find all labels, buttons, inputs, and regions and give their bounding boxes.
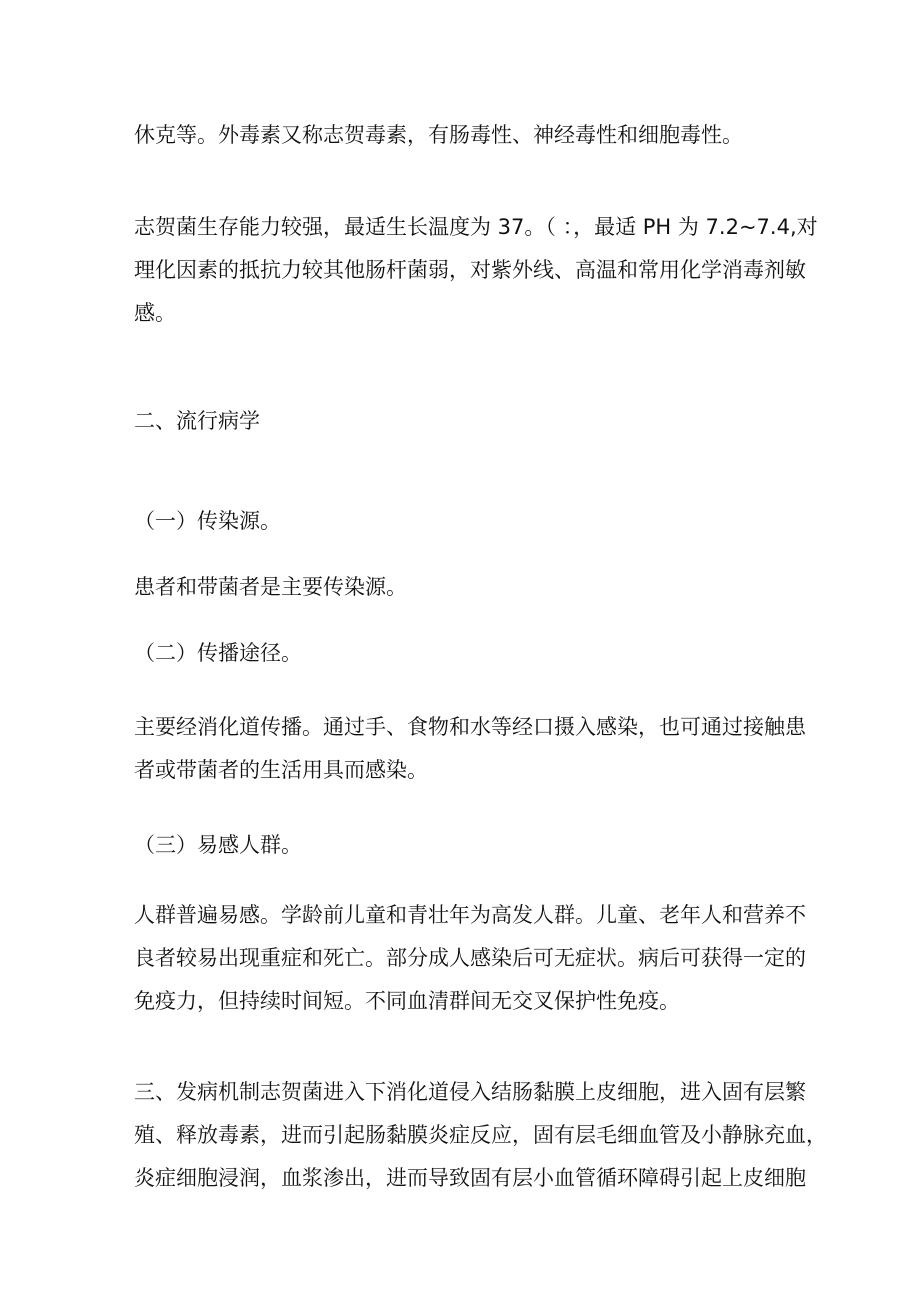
heading-text: 二、流行病学 (134, 409, 260, 433)
heading-text: （一）传染源。 (134, 509, 281, 533)
text-line: 感。 (134, 301, 176, 325)
paragraph-transmission (134, 706, 806, 792)
text-line: 志贺菌生存能力较强，最适生长温度为 37。（ ：，最适 PH 为 7.2~7.4,对 (134, 215, 818, 239)
text-line: 者或带菌者的生活用具而感染。 (134, 758, 428, 782)
text-line: 人群普遍易感。学龄前儿童和青壮年为高发人群。儿童、老年人和营养不 (134, 903, 806, 927)
text-line: 免疫力，但持续时间短。不同血清群间无交叉保护性免疫。 (134, 989, 680, 1013)
paragraph-survival (134, 206, 818, 335)
paragraph-pathogenesis (134, 1071, 827, 1200)
heading-text: （三）易感人群。 (134, 833, 302, 857)
section-heading-epidemiology (134, 400, 794, 443)
subheading-infection-source (134, 500, 794, 543)
text-line: 理化因素的抵抗力较其他肠杆菌弱，对紫外线、高温和常用化学消毒剂敏 (134, 258, 806, 282)
text-line: 殖、释放毒素，进而引起肠黏膜炎症反应，固有层毛细血管及小静脉充血， (134, 1123, 827, 1147)
paragraph-infection-source (134, 566, 794, 609)
text-line: 休克等。外毒素又称志贺毒素，有肠毒性、神经毒性和细胞毒性。 (134, 123, 743, 147)
text-line: 主要经消化道传播。通过手、食物和水等经口摄入感染，也可通过接触患 (134, 715, 806, 739)
text-line: 良者较易出现重症和死亡。部分成人感染后可无症状。病后可获得一定的 (134, 946, 806, 970)
text-line: 炎症细胞浸润，血浆渗出，进而导致固有层小血管循环障碍引起上皮细胞 (134, 1166, 806, 1190)
subheading-transmission (134, 632, 794, 675)
text-line: 三、发病机制志贺菌进入下消化道侵入结肠黏膜上皮细胞，进入固有层繁 (134, 1080, 806, 1104)
heading-text: （二）传播途径。 (134, 641, 302, 665)
text-line: 患者和带菌者是主要传染源。 (134, 575, 407, 599)
paragraph-exotoxin (134, 114, 794, 157)
subheading-susceptible (134, 824, 794, 867)
paragraph-susceptible (134, 894, 806, 1023)
